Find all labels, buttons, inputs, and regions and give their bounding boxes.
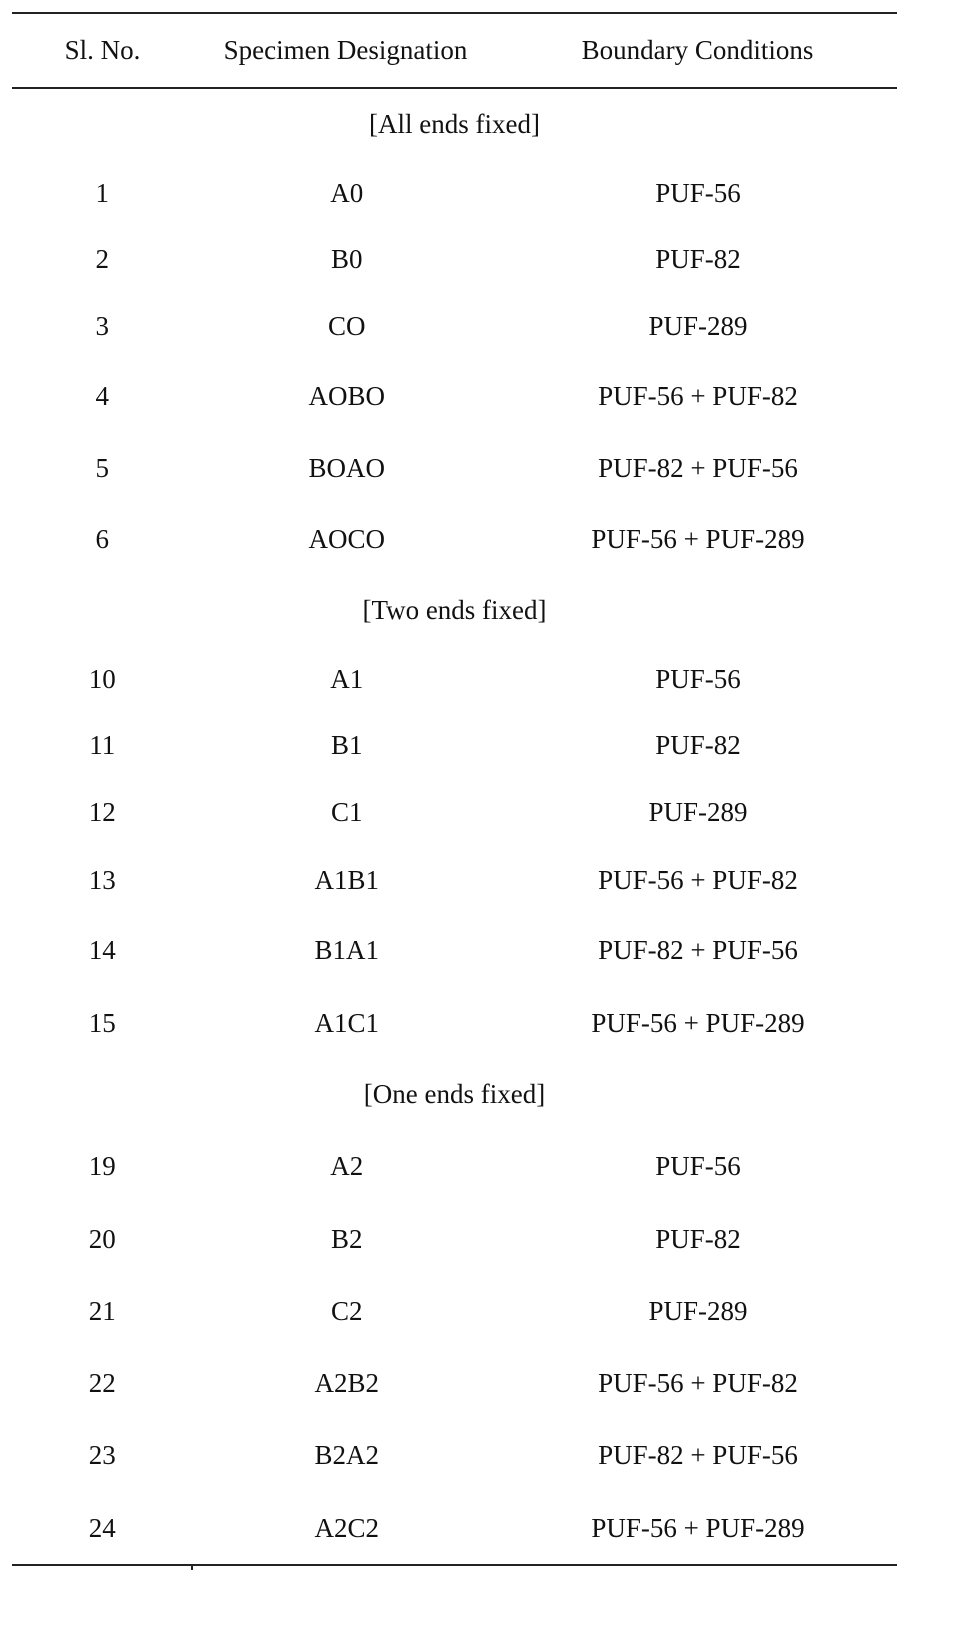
cell-boundary-conditions: PUF-82 [655, 244, 741, 274]
cell-sl-no: 5 [95, 452, 110, 483]
table-row [12, 432, 897, 504]
table-row [12, 160, 897, 226]
cell-sl-no: 22 [88, 1367, 116, 1398]
cell-specimen-designation: A1B1 [314, 864, 379, 895]
cell-specimen-designation: B2A2 [314, 1440, 379, 1470]
table-row [12, 712, 897, 779]
cell-sl-no: 21 [88, 1295, 116, 1326]
cell-sl-no: 11 [89, 730, 116, 760]
header-specimen-designation: Specimen Designation [223, 35, 468, 65]
table-row [12, 1419, 897, 1492]
header-sl-no: Sl. No. [64, 35, 141, 65]
table-row [12, 987, 897, 1059]
cell-specimen-designation: A2 [330, 1151, 364, 1181]
cell-specimen-designation: B2 [330, 1223, 363, 1254]
cell-specimen-designation: B1 [330, 730, 363, 760]
cell-boundary-conditions: PUF-82 + PUF-56 [598, 935, 798, 965]
cell-specimen-designation: CO [327, 311, 366, 341]
cell-specimen-designation: C2 [330, 1295, 363, 1326]
cell-sl-no: 15 [88, 1007, 116, 1038]
cell-sl-no: 19 [88, 1151, 116, 1181]
cell-specimen-designation: B1A1 [314, 935, 379, 965]
table-row [12, 360, 897, 432]
cell-sl-no: 10 [88, 663, 116, 694]
table-row [12, 1492, 897, 1564]
table-row [12, 1203, 897, 1275]
table-bottom-tick [191, 1564, 193, 1570]
cell-boundary-conditions: PUF-56 [655, 663, 741, 694]
cell-specimen-designation: A2B2 [314, 1367, 379, 1398]
cell-sl-no: 6 [95, 524, 110, 554]
cell-boundary-conditions: PUF-56 + PUF-289 [591, 524, 805, 554]
cell-boundary-conditions: PUF-82 + PUF-56 [598, 452, 798, 483]
cell-boundary-conditions: PUF-289 [648, 1295, 748, 1326]
cell-boundary-conditions: PUF-82 + PUF-56 [598, 1440, 798, 1470]
table-row [12, 646, 897, 712]
cell-boundary-conditions: PUF-56 [655, 1151, 741, 1181]
table-row [12, 1275, 897, 1347]
table-row [12, 504, 897, 575]
cell-boundary-conditions: PUF-82 [655, 1223, 741, 1254]
cell-specimen-designation: A0 [330, 177, 364, 208]
cell-boundary-conditions: PUF-56 [655, 177, 741, 208]
cell-sl-no: 14 [88, 935, 116, 965]
group-title: [All ends fixed] [369, 109, 540, 139]
cell-boundary-conditions: PUF-56 + PUF-289 [591, 1512, 805, 1543]
cell-sl-no: 1 [95, 177, 110, 208]
cell-boundary-conditions: PUF-56 + PUF-82 [598, 1367, 798, 1398]
cell-specimen-designation: C1 [330, 797, 363, 827]
cell-boundary-conditions: PUF-289 [648, 311, 748, 341]
cell-specimen-designation: A2C2 [314, 1512, 379, 1543]
cell-boundary-conditions: PUF-56 + PUF-289 [591, 1007, 805, 1038]
cell-sl-no: 20 [88, 1223, 116, 1254]
cell-sl-no: 13 [88, 864, 116, 895]
table-row [12, 914, 897, 987]
group-title: [One ends fixed] [363, 1079, 546, 1109]
cell-boundary-conditions: PUF-56 + PUF-82 [598, 380, 798, 411]
cell-sl-no: 24 [88, 1512, 116, 1543]
table-row [12, 293, 897, 360]
cell-boundary-conditions: PUF-56 + PUF-82 [598, 864, 798, 895]
table-body [12, 89, 897, 1564]
cell-specimen-designation: AOCO [308, 524, 385, 554]
cell-specimen-designation: B0 [330, 244, 363, 274]
table-row [12, 226, 897, 293]
table-row [12, 1347, 897, 1419]
cell-boundary-conditions: PUF-289 [648, 797, 748, 827]
specimen-table [12, 12, 897, 1566]
table-row [12, 779, 897, 846]
table-bottom-rule [12, 1564, 897, 1566]
header-boundary-conditions: Boundary Conditions [581, 35, 814, 65]
cell-sl-no: 4 [95, 380, 110, 411]
table-row [12, 1130, 897, 1203]
cell-sl-no: 23 [88, 1440, 116, 1470]
cell-specimen-designation: A1C1 [314, 1007, 379, 1038]
cell-sl-no: 2 [95, 244, 110, 274]
table-row [12, 846, 897, 914]
group-title: [Two ends fixed] [362, 595, 547, 625]
cell-specimen-designation: BOAO [308, 452, 385, 483]
cell-sl-no: 12 [88, 797, 116, 827]
cell-specimen-designation: AOBO [308, 380, 385, 411]
table-bottom [12, 1564, 897, 1566]
table-header-row [12, 14, 897, 87]
cell-boundary-conditions: PUF-82 [655, 730, 741, 760]
cell-specimen-designation: A1 [330, 663, 364, 694]
cell-sl-no: 3 [95, 311, 110, 341]
